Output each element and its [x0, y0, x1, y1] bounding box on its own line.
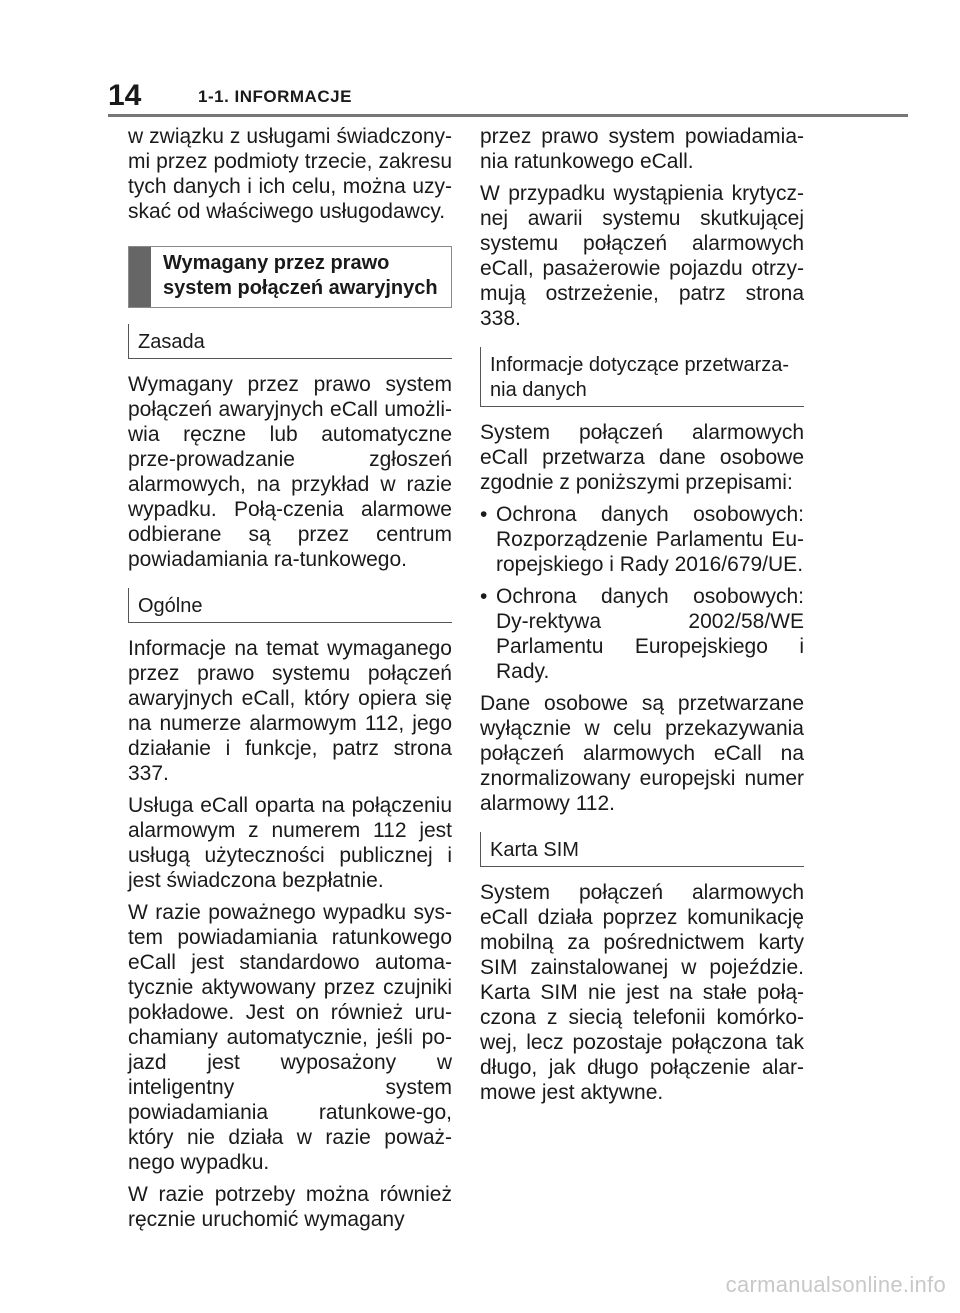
- intro-paragraph: w związku z usługami świadczony-mi przez podmioty trzecie, zakresu tych danych i ich celu, można uzy-skać od właściwego usługodawcy.: [128, 125, 452, 223]
- sim-card-paragraph: System połączeń alarmowych eCall działa poprzez komunikację mobilną za pośrednictwem karty SIM zainstalowanej w pojeździe. Karta SIM nie jest na stałe połą-czona z siecią telefonii komórko-wej, lecz pozostaje połączona tak długo, jak długo połączenie alar-mowe jest aktywne.: [480, 881, 804, 1104]
- subheading-data-processing: Informacje dotyczące przetwarza-nia danych: [480, 347, 804, 407]
- subheading-zasada: Zasada: [128, 324, 452, 359]
- watermark-text: carmanualsonline.info: [725, 1272, 946, 1297]
- chapter-title: 1-1. INFORMACJE: [198, 87, 352, 106]
- section-heading-bar: [129, 247, 151, 307]
- page-header: [108, 78, 908, 118]
- continued-paragraph: przez prawo system powiadamia-nia ratunkowego eCall.: [480, 125, 804, 173]
- zasada-paragraph: Wymagany przez prawo system połączeń awaryjnych eCall umożli-wia ręczne lub automatyczne prze-prowadzanie zgłoszeń alarmowych, na przykład w razie wypadku. Połą-czenia alarmowe odbierane są przez centrum powiadamiania ra-tunkowego.: [128, 373, 452, 571]
- section-heading-box: [128, 246, 452, 308]
- bullet-mark: •: [480, 503, 488, 526]
- left-column: [128, 124, 452, 1239]
- data-processing-paragraph-1: System połączeń alarmowych eCall przetwarza dane osobowe zgodnie z poniższymi przepisami:: [480, 421, 804, 494]
- ogolne-paragraph-3: W razie poważnego wypadku sys-tem powiadamiania ratunkowego eCall jest standardowo automa-tycznie aktywowany przez czujniki pokładowe. Jest on również uru-chamiany automatycznie, jeśli po-jazd jest wyposażony w inteligentny system powiadamiania ratunkowe-go, który nie działa w razie poważ-nego wypadku.: [128, 901, 452, 1174]
- section-heading: Wymagany przez prawo system połączeń awaryjnych: [163, 252, 438, 299]
- bullet-mark: •: [480, 585, 488, 608]
- critical-failure-paragraph: W przypadku wystąpienia krytycz-nej awarii systemu skutkującej systemu połączeń alarmowych eCall, pasażerowie pojazdu otrzy-mują ostrzeżenie, patrz strona 338.: [480, 182, 804, 330]
- right-column: [480, 124, 804, 1112]
- ogolne-paragraph-2: Usługa eCall oparta na połączeniu alarmowym z numerem 112 jest usługą użyteczności publicznej i jest świadczona bezpłatnie.: [128, 794, 452, 892]
- page-number: 14: [108, 79, 142, 112]
- data-processing-paragraph-2: Dane osobowe są przetwarzane wyłącznie w celu przekazywania połączeń alarmowych eCall na znormalizowany europejski numer alarmowy 112.: [480, 692, 804, 815]
- subheading-ogolne: Ogólne: [128, 588, 452, 623]
- header-divider: [108, 114, 908, 117]
- ogolne-paragraph-4: W razie potrzeby można również ręcznie uruchomić wymagany: [128, 1183, 452, 1231]
- bullet-text: Ochrona danych osobowych: Dy-rektywa 2002/58/WE Parlamentu Europejskiego i Rady.: [496, 585, 804, 683]
- bullet-text: Ochrona danych osobowych: Rozporządzenie Parlamentu Eu-ropejskiego i Rady 2016/679/UE.: [496, 503, 804, 576]
- bullet-item-directive: [480, 584, 804, 684]
- ogolne-paragraph-1: Informacje na temat wymaganego przez prawo systemu połączeń awaryjnych eCall, który opiera się na numerze alarmowym 112, jego działanie i funkcje, patrz strona 337.: [128, 637, 452, 785]
- subheading-sim-card: Karta SIM: [480, 832, 804, 867]
- bullet-item-gdpr: [480, 502, 804, 577]
